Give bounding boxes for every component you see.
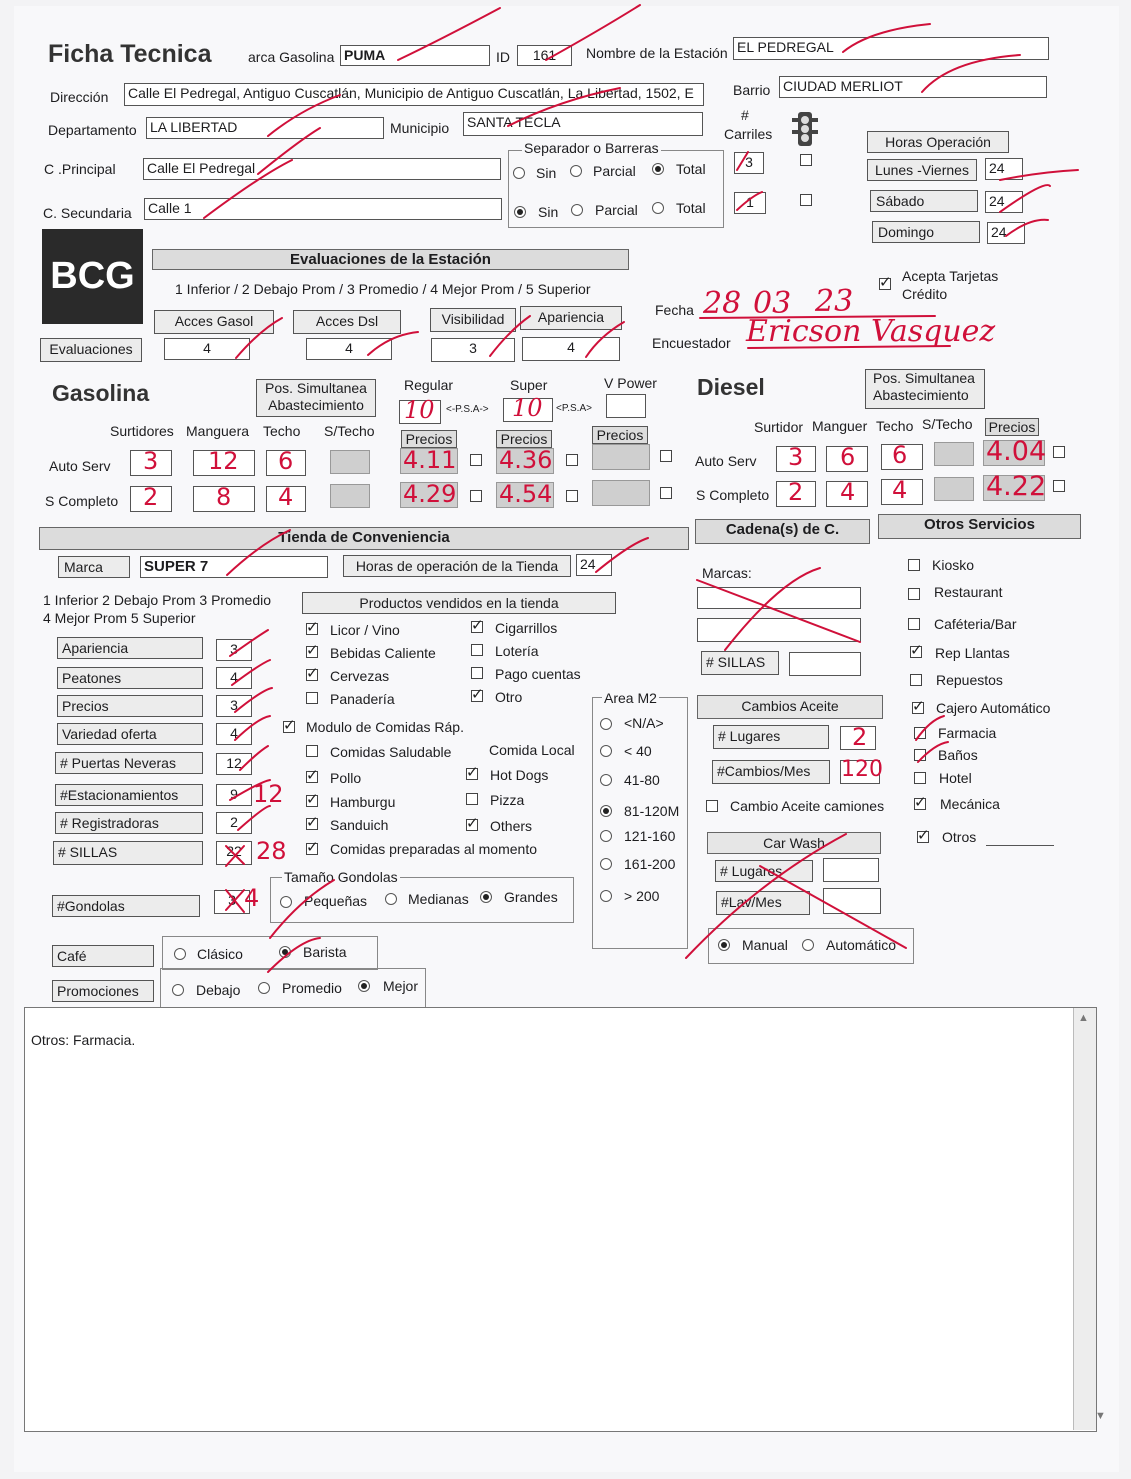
sep1-total-label: Total <box>676 161 706 177</box>
barrio-field[interactable]: CIUDAD MERLIOT <box>779 76 1047 98</box>
dsl-col-manguer: Manguer <box>812 418 868 434</box>
gas-precios-vpower-label: Precios <box>592 426 648 444</box>
otros-otros-label: Otros <box>942 829 977 845</box>
rating-variedad-label: Variedad oferta <box>57 723 203 745</box>
direccion-field[interactable]: Calle El Pedregal, Antiguo Cuscatlán, Municipio de Antiguo Cuscatlán, La Libertad, 1502, E <box>124 83 704 106</box>
otros-kiosko-label: Kiosko <box>932 557 975 573</box>
rating-sillas-label: # SILLAS <box>53 841 203 865</box>
separador-title: Separador o Barreras <box>524 140 659 156</box>
comida-others-label: Others <box>490 818 533 834</box>
marcas-label: Marcas: <box>702 565 752 581</box>
tienda-marca-field[interactable]: SUPER 7 <box>140 556 328 578</box>
nombre-label: Nombre de la Estación <box>586 45 728 61</box>
rating-registradoras-value[interactable]: 2 <box>216 812 252 834</box>
gas-row1-super: 4.36 <box>499 446 553 474</box>
dsl-row2-surtidor: 2 <box>788 478 804 506</box>
cadenas-title: Cadena(s) de C. <box>695 519 870 544</box>
prod-cigarrillos-label: Cigarrillos <box>495 620 558 636</box>
gas-regular-label: Regular <box>404 377 454 393</box>
sep1-parcial-label: Parcial <box>593 163 636 179</box>
area-40-label: < 40 <box>624 743 652 759</box>
fecha-month[interactable]: 03 <box>753 286 792 321</box>
dsl-row2-precio: 4.22 <box>986 471 1047 502</box>
rating-estacionamientos-value[interactable]: 9 <box>216 784 252 806</box>
area-120-label: 81-120M <box>624 803 680 819</box>
otros-restaurant-label: Restaurant <box>934 584 1003 600</box>
nombre-field[interactable]: EL PEDREGAL <box>733 37 1049 60</box>
gas-row2-super: 4.54 <box>499 480 553 508</box>
comida-sanduich-label: Sanduich <box>330 817 389 833</box>
tienda-title: Tienda de Conveniencia <box>39 527 689 550</box>
gas-col-manguera: Manguera <box>186 423 250 439</box>
tienda-horas-label: Horas de operación de la Tienda <box>343 555 571 577</box>
marca-label: arca Gasolina <box>248 49 335 65</box>
psa-regular-value: 10 <box>404 396 435 424</box>
cadenas-sillas-label: # SILLAS <box>701 651 779 675</box>
gas-pos-line2: Abastecimiento <box>268 397 364 413</box>
gas-vpower-label: V Power <box>604 375 657 391</box>
prod-loteria-label: Lotería <box>495 643 539 659</box>
bcg-logo: BCG <box>42 229 143 324</box>
dsl-row1-techo: 6 <box>892 441 908 469</box>
encuestador-label: Encuestador <box>652 335 731 351</box>
rating-peatones-label: Peatones <box>57 667 203 689</box>
barrio-label: Barrio <box>733 82 771 98</box>
eval-acces-dsl-value[interactable]: 4 <box>306 338 392 360</box>
rating-estacionamientos-hand: 12 <box>253 780 284 808</box>
area-160-label: 121-160 <box>624 828 676 844</box>
gas-precios-super-label: Precios <box>496 430 552 448</box>
carwash-lavmes-label: #Lav/Mes <box>716 891 810 915</box>
carwash-manual-label: Manual <box>742 937 788 953</box>
dsl-row1-manguer: 6 <box>840 443 856 471</box>
camiones-label: Cambio Aceite camiones <box>730 798 885 814</box>
otros-farmacia-label: Farmacia <box>938 725 997 741</box>
otros-repuestos-label: Repuestos <box>936 672 1003 688</box>
rating-registradoras-label: # Registradoras <box>55 812 203 834</box>
comida-pollo-label: Pollo <box>330 770 362 786</box>
dsl-col-techo: Techo <box>876 418 914 434</box>
eval-acces-gasol-value[interactable]: 4 <box>164 338 250 360</box>
gas-row1-label: Auto Serv <box>49 458 111 474</box>
area-80-label: 41-80 <box>624 772 660 788</box>
rating-sillas-hand: 28 <box>256 837 287 865</box>
rating-sillas-value[interactable]: 22 <box>216 841 252 865</box>
gas-row1-regular: 4.11 <box>403 446 457 474</box>
tienda-scale-2: 4 Mejor Prom 5 Superior <box>43 610 196 626</box>
eval-apariencia-value[interactable]: 4 <box>522 337 620 361</box>
otros-llantas-label: Rep Llantas <box>935 645 1010 661</box>
gas-col-stecho: S/Techo <box>324 423 375 439</box>
prod-pago-label: Pago cuentas <box>495 666 581 682</box>
comida-pizza-label: Pizza <box>490 792 525 808</box>
otros-cafeteria-label: Caféteria/Bar <box>934 616 1017 632</box>
horas-lv-value[interactable]: 24 <box>985 158 1023 180</box>
aceite-cambios-value: 120 <box>841 757 883 782</box>
rating-puertas-value[interactable]: 12 <box>216 753 252 775</box>
promo-mejor-label: Mejor <box>383 978 419 994</box>
gas-row2-techo: 4 <box>278 483 294 511</box>
otros-banos-label: Baños <box>938 747 978 763</box>
secundaria-label: C. Secundaria <box>43 205 132 221</box>
horas-title: Horas Operación <box>867 131 1009 153</box>
area-gt200-label: > 200 <box>624 888 660 904</box>
notes-text: Otros: Farmacia. <box>31 1032 136 1048</box>
rating-peatones-value[interactable]: 4 <box>216 667 252 689</box>
promo-promedio-label: Promedio <box>282 980 342 996</box>
principal-field[interactable]: Calle El Pedregal <box>143 158 501 180</box>
comida-local-label: Comida Local <box>489 742 575 758</box>
eval-acces-dsl-label: Acces Dsl <box>293 310 401 334</box>
gas-row2-manguera: 8 <box>216 483 232 511</box>
secundaria-field[interactable]: Calle 1 <box>144 198 502 220</box>
id-field[interactable]: 161 <box>517 45 572 66</box>
dsl-pos-line2: Abastecimiento <box>873 387 969 403</box>
psa-label-2: <P.S.A> <box>556 403 592 414</box>
rating-puertas-label: # Puertas Neveras <box>55 752 203 774</box>
dsl-row1-surtidor: 3 <box>788 443 804 471</box>
cafe-clasico-label: Clásico <box>197 946 243 962</box>
aceite-lugares-value: 2 <box>852 723 868 751</box>
aceite-cambios-label: #Cambios/Mes <box>712 760 830 784</box>
comida-preparadas-label: Comidas preparadas al momento <box>330 841 537 857</box>
comida-saludable-label: Comidas Saludable <box>330 744 452 760</box>
gas-row1-techo: 6 <box>278 447 294 475</box>
dsl-col-stecho: S/Techo <box>922 416 973 432</box>
otros-cajero-label: Cajero Automático <box>936 700 1051 716</box>
tamano-title: Tamaño Gondolas <box>284 869 398 885</box>
gas-row2-surtidores: 2 <box>143 483 159 511</box>
carriles-hash: # <box>741 107 749 123</box>
cafe-barista-label: Barista <box>303 944 347 960</box>
carriles-label: Carriles <box>724 126 773 142</box>
gas-super-label: Super <box>510 377 548 393</box>
sep2-parcial-label: Parcial <box>595 202 638 218</box>
dsl-col-surtidor: Surtidor <box>754 419 804 435</box>
dsl-pos-line1: Pos. Simultanea <box>873 370 975 386</box>
tienda-marca-label: Marca <box>58 556 130 578</box>
carriles-row1[interactable]: 3 <box>734 152 764 174</box>
prod-licor-label: Licor / Vino <box>330 622 400 638</box>
fecha-year[interactable]: 23 <box>815 284 854 319</box>
dsl-row2-manguer: 4 <box>840 478 856 506</box>
rating-apariencia-value[interactable]: 3 <box>216 639 252 661</box>
fecha-day[interactable]: 28 <box>703 286 742 321</box>
gondolas-hand: 4 <box>244 884 260 912</box>
otros-hotel-label: Hotel <box>939 770 972 786</box>
tarjetas-label-1: Acepta Tarjetas <box>902 268 999 284</box>
gas-precios-regular-label: Precios <box>401 430 457 448</box>
tienda-scale-1: 1 Inferior 2 Debajo Prom 3 Promedio <box>43 592 271 608</box>
horas-sab-value[interactable]: 24 <box>985 191 1023 213</box>
tamano-grandes-label: Grandes <box>504 889 558 905</box>
horas-sab-label: Sábado <box>870 190 978 212</box>
gondolas-value[interactable]: 3 <box>214 890 250 914</box>
area-200-label: 161-200 <box>624 856 676 872</box>
prod-bebidas-label: Bebidas Caliente <box>330 645 436 661</box>
sep1-sin-label: Sin <box>536 165 557 181</box>
comida-hotdogs-label: Hot Dogs <box>490 767 549 783</box>
departamento-field[interactable]: LA LIBERTAD <box>146 117 384 139</box>
gondolas-label: #Gondolas <box>52 895 200 917</box>
rating-variedad-value[interactable]: 4 <box>216 723 252 745</box>
cambios-aceite-title: Cambios Aceite <box>697 695 883 719</box>
page-title: Ficha Tecnica <box>48 40 212 68</box>
encuestador-value[interactable]: Ericson Vasquez <box>746 314 996 349</box>
carwash-title: Car Wash <box>707 832 881 854</box>
gas-row2-regular: 4.29 <box>403 480 457 508</box>
direccion-label: Dirección <box>50 89 109 105</box>
otros-mecanica-label: Mecánica <box>940 796 1000 812</box>
tamano-medianas-label: Medianas <box>408 891 469 907</box>
rating-apariencia-label: Apariencia <box>57 637 203 659</box>
prod-panaderia-label: Panadería <box>330 691 395 707</box>
municipio-field[interactable]: SANTA TECLA <box>463 112 703 136</box>
gasolina-title: Gasolina <box>52 380 150 406</box>
rating-precios-label: Precios <box>57 695 203 717</box>
productos-title: Productos vendidos en la tienda <box>302 592 616 614</box>
prod-otro-label: Otro <box>495 689 523 705</box>
eval-acces-gasol-label: Acces Gasol <box>154 310 274 334</box>
gas-col-surtidores: Surtidores <box>110 423 174 439</box>
rating-estacionamientos-label: #Estacionamientos <box>55 784 203 806</box>
sep2-total-label: Total <box>676 200 706 216</box>
gas-row1-manguera: 12 <box>208 447 239 475</box>
horas-dom-label: Domingo <box>872 221 980 243</box>
aceite-lugares-label: # Lugares <box>713 725 829 749</box>
scroll-up-icon[interactable]: ▲ <box>1078 1012 1089 1024</box>
carwash-auto-label: Automático <box>826 937 897 953</box>
horas-lv-label: Lunes -Viernes <box>867 159 977 181</box>
tienda-horas-value[interactable]: 24 <box>576 554 612 576</box>
psa-super-value: 10 <box>512 394 543 422</box>
dsl-row1-label: Auto Serv <box>695 453 757 469</box>
principal-label: C .Principal <box>44 161 116 177</box>
evaluaciones-row-label: Evaluaciones <box>40 338 142 362</box>
tamano-pequenas-label: Pequeñas <box>304 893 368 909</box>
fecha-label: Fecha <box>655 302 694 318</box>
modulo-label: Modulo de Comidas Ráp. <box>306 719 464 735</box>
gas-col-techo: Techo <box>263 423 301 439</box>
dsl-precios-label: Precios <box>985 418 1039 436</box>
gas-row2-label: S Completo <box>45 493 119 509</box>
gas-row1-surtidores: 3 <box>143 447 159 475</box>
dsl-row2-label: S Completo <box>696 487 770 503</box>
dsl-row2-techo: 4 <box>892 476 908 504</box>
tarjetas-label-2: Crédito <box>902 286 948 302</box>
carwash-lugares-label: # Lugares <box>715 860 813 882</box>
psa-label-1: <-P.S.A-> <box>446 404 489 415</box>
sep2-sin-label: Sin <box>538 204 559 220</box>
id-label: ID <box>496 49 510 65</box>
eval-visibilidad-label: Visibilidad <box>430 308 516 332</box>
diesel-title: Diesel <box>697 374 765 400</box>
scroll-down-icon[interactable]: ▼ <box>1095 1410 1106 1422</box>
promo-label: Promociones <box>52 980 154 1002</box>
departamento-label: Departamento <box>48 122 137 138</box>
eval-apariencia-label: Apariencia <box>520 306 622 330</box>
area-na-label: <N/A> <box>624 715 664 731</box>
promo-debajo-label: Debajo <box>196 982 241 998</box>
carriles-row2[interactable]: 1 <box>734 192 766 214</box>
cafe-label: Café <box>52 945 154 967</box>
horas-dom-value[interactable]: 24 <box>987 222 1025 244</box>
eval-visibilidad-value[interactable]: 3 <box>431 338 515 362</box>
evaluaciones-scale: 1 Inferior / 2 Debajo Prom / 3 Promedio / 4 Mejor Prom / 5 Superior <box>175 281 591 297</box>
area-title: Area M2 <box>604 690 657 706</box>
gas-pos-line1: Pos. Simultanea <box>265 380 367 396</box>
marca-field[interactable]: PUMA <box>340 45 490 66</box>
prod-cervezas-label: Cervezas <box>330 668 390 684</box>
comida-hamburgu-label: Hamburgu <box>330 794 396 810</box>
rating-precios-value[interactable]: 3 <box>216 695 252 717</box>
municipio-label: Municipio <box>390 120 450 136</box>
otros-title: Otros Servicios <box>878 514 1081 539</box>
evaluaciones-title: Evaluaciones de la Estación <box>152 249 629 270</box>
dsl-row1-precio: 4.04 <box>986 436 1047 467</box>
